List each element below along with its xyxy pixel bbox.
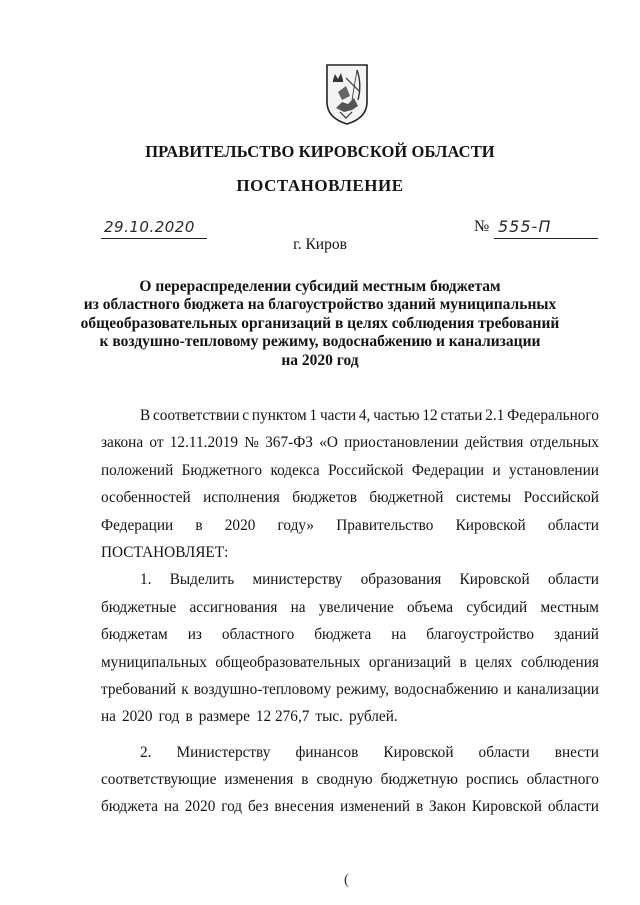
body-word: режиму, [336, 680, 389, 698]
body-word: Кировской [383, 743, 454, 761]
body-word: рублей. [349, 708, 398, 726]
body-word: области [478, 743, 530, 761]
body-word: части [319, 407, 357, 424]
body-word: на [391, 626, 407, 644]
body-word: Кировской [459, 571, 530, 589]
organization-title: ПРАВИТЕЛЬСТВО КИРОВСКОЙ ОБЛАСТИ [145, 142, 495, 161]
body-word: положений [101, 461, 174, 479]
body-line [101, 594, 599, 621]
subject-line: общеобразовательных организаций в целях соблюдения требований [80, 314, 560, 332]
body-word: частью [373, 407, 420, 424]
body-word: Закон [429, 798, 466, 816]
body-word: сводную [316, 771, 373, 789]
body-word: к [181, 680, 189, 698]
body-word: области [547, 798, 599, 816]
body-word: установлении [509, 461, 599, 479]
body-word: Кировской [455, 516, 526, 534]
body-word: В [140, 407, 151, 424]
body-word: 2020 [184, 798, 216, 816]
body-word: воздушно-тепловому [193, 680, 332, 698]
body-line [101, 703, 599, 730]
coat-of-arms-emblem [324, 62, 370, 126]
body-word: с [242, 407, 250, 424]
body-line [101, 793, 599, 820]
body-word: Федерации [411, 461, 485, 479]
body-word: ПОСТАНОВЛЯЕТ: [101, 543, 229, 561]
body-word: бюджета [101, 798, 159, 816]
body-word: канализации [516, 680, 599, 698]
body-word: от [149, 434, 164, 452]
body-word: особенностей [101, 489, 191, 507]
body-word: организаций [368, 653, 451, 671]
body-word: области [547, 571, 599, 589]
body-word: «О [319, 434, 338, 452]
body-word: внести [554, 743, 599, 761]
body-word: действия [464, 434, 524, 452]
body-line [101, 402, 599, 429]
body-word: в [301, 771, 309, 789]
body-word: финансов [295, 743, 359, 761]
subject-line: О перераспределении субсидий местным бюджетам [139, 278, 501, 295]
body-word: на [101, 708, 116, 726]
body-word: размере [198, 708, 250, 726]
subject-line: к воздушно-тепловому режиму, водоснабжению и канализации [99, 333, 541, 351]
body-word: увеличение [318, 598, 394, 616]
body-word: 2020 [224, 516, 256, 534]
body-word: Федерального [507, 407, 599, 424]
body-word: и [492, 461, 501, 479]
body-word: требований [101, 680, 177, 698]
body-word: отдельных [529, 434, 599, 452]
body-word: кодекса [270, 461, 320, 479]
body-word: без [247, 798, 269, 816]
body-line [101, 649, 599, 676]
body-word: 12 [422, 407, 438, 424]
body-word: 2.1 [485, 407, 505, 424]
body-word: соответствии [153, 407, 240, 424]
body-word: субсидий [466, 598, 528, 616]
body-word: тыс. [315, 708, 343, 726]
body-line [101, 484, 599, 511]
body-word: соблюдения [520, 653, 599, 671]
body-word: год [158, 708, 180, 726]
body-word: пунктом [251, 407, 307, 424]
body-word: водоснабжению [394, 680, 499, 698]
body-word: в [415, 798, 424, 816]
body-word: внесения [274, 798, 335, 816]
body-line [101, 539, 599, 566]
body-line [101, 739, 599, 766]
body-word: образования [360, 571, 442, 589]
body-word: роспись [465, 771, 519, 789]
body-word: Российской [523, 489, 599, 507]
subject-line: из областного бюджета на благоустройство зданий муниципальных [83, 296, 557, 314]
body-line [101, 512, 599, 539]
body-word: 4, [358, 407, 371, 424]
body-word: Выделить [169, 571, 235, 589]
body-word: статьи [440, 407, 483, 424]
body-word: 2020 [121, 708, 153, 726]
body-word: общеобразовательных [215, 653, 361, 671]
body-word: на [290, 598, 306, 616]
body-word: областного [526, 771, 599, 789]
body-line [101, 566, 599, 593]
body-word: бюджетные [101, 598, 177, 616]
body-word: год [221, 798, 243, 816]
body-word: 12.11.2019 [169, 434, 239, 452]
body-word: Правительство [336, 516, 434, 534]
body-word: объема [406, 598, 454, 616]
body-word: изменений [340, 798, 411, 816]
body-word: областного [221, 626, 295, 644]
body-word: 12 276,7 [255, 708, 310, 726]
body-word: системы [455, 489, 512, 507]
document-type: ПОСТАНОВЛЕНИЕ [236, 176, 404, 195]
body-word: Министерству [176, 743, 271, 761]
page-mark: ( [344, 872, 349, 888]
body-word: целях [475, 653, 513, 671]
body-word: зданий [554, 626, 599, 644]
body-word: бюджета [314, 626, 372, 644]
body-word: приостановлении [344, 434, 459, 452]
body-word: 367-ФЗ [265, 434, 313, 452]
body-word: бюджетам [101, 626, 168, 644]
body-word: в [185, 708, 193, 726]
number-label: № [474, 218, 490, 235]
body-line [101, 621, 599, 648]
handwritten-number: 555-П [498, 217, 552, 236]
body-word: году» [277, 516, 315, 534]
body-word: Кировской [471, 798, 542, 816]
city: г. Киров [293, 236, 347, 253]
body-word: 1. [140, 571, 152, 589]
body-word: из [187, 626, 202, 644]
body-word: бюджетов [292, 489, 357, 507]
document-subject [60, 278, 580, 370]
body-line [101, 429, 599, 456]
handwritten-date: 29.10.2020 [104, 218, 195, 236]
body-word: бюджетную [380, 771, 458, 789]
body-word: Федерации [101, 516, 174, 534]
body-word: в [195, 516, 203, 534]
body-word: бюджетной [369, 489, 444, 507]
body-word: Российской [328, 461, 404, 479]
body-word: в [459, 653, 467, 671]
subject-line: на 2020 год [281, 351, 359, 369]
body-word: исполнения [203, 489, 280, 507]
body-word: Бюджетного [181, 461, 263, 479]
body-word: министерству [252, 571, 343, 589]
body-word: изменения [224, 771, 294, 789]
body-word: и [503, 680, 512, 698]
body-word: благоустройство [426, 626, 535, 644]
body-word: местным [540, 598, 599, 616]
body-word: ассигнования [189, 598, 278, 616]
body-word: 1 [309, 407, 318, 424]
body-word: муниципальных [101, 653, 207, 671]
body-line [101, 457, 599, 484]
body-word: № [244, 434, 259, 452]
body-word: закона [101, 434, 144, 452]
body-line [101, 766, 599, 793]
document-body [101, 402, 599, 821]
body-word: области [547, 516, 599, 534]
body-word: соответствующие [101, 771, 217, 789]
body-word: 2. [140, 743, 152, 761]
body-line [101, 676, 599, 703]
body-word: на [163, 798, 179, 816]
